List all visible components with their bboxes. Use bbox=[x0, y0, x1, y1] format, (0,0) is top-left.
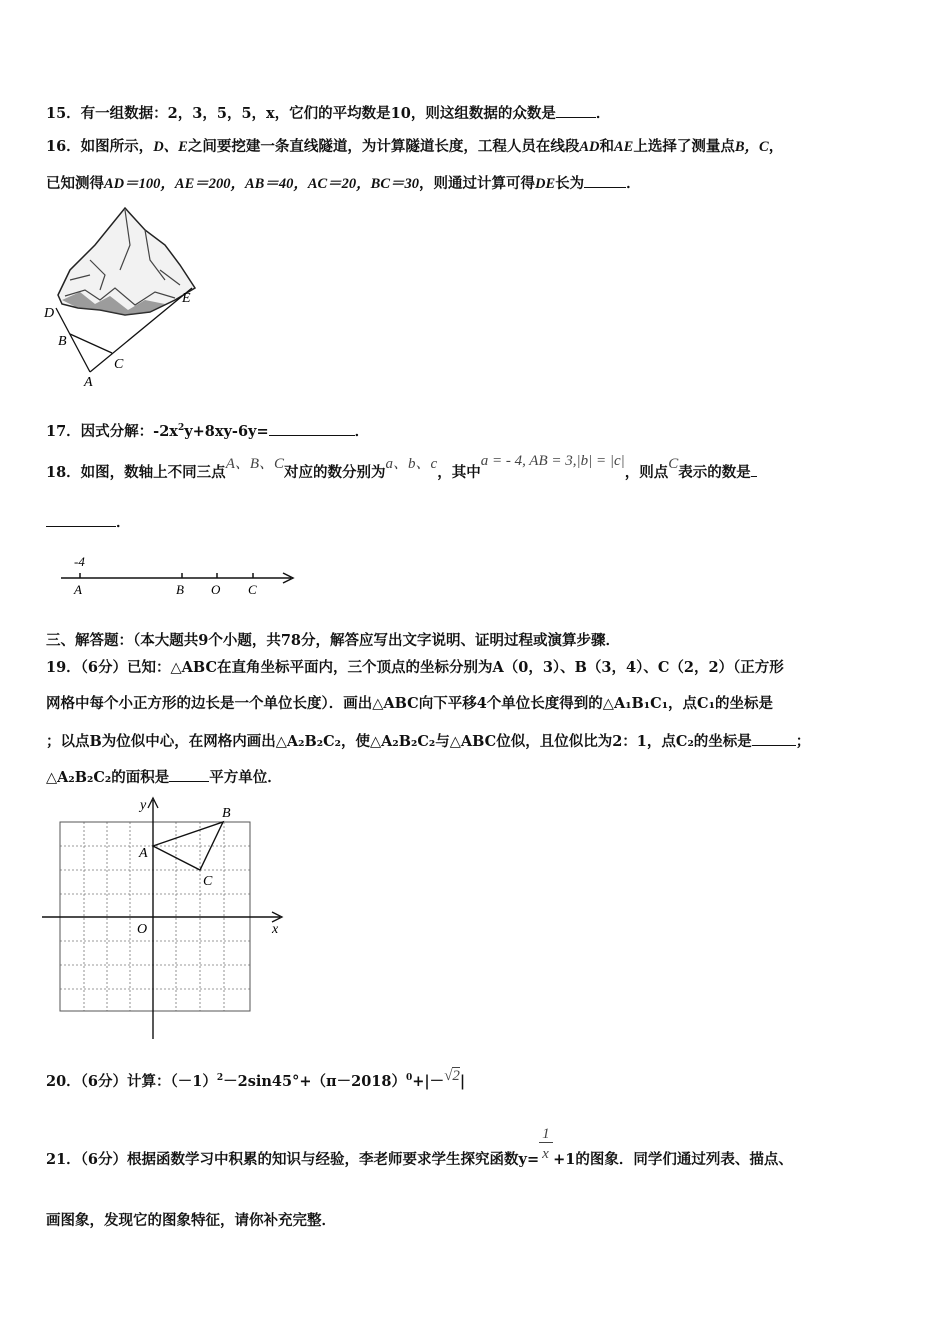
tick-label-minus-4: -4 bbox=[74, 554, 85, 569]
vertex-label-B: B bbox=[222, 806, 231, 821]
question-21-line-2: 画图象，发现它的图象特征，请你补充完整． bbox=[46, 1212, 336, 1229]
axis-label-y: y bbox=[140, 798, 147, 813]
axis-label-x: x bbox=[272, 922, 279, 937]
mountain-tunnel-figure bbox=[40, 200, 210, 390]
question-18-line-2: ． bbox=[46, 512, 131, 533]
answer-blank bbox=[46, 512, 116, 527]
axis-label-A: A bbox=[74, 582, 82, 597]
question-20: 20．（6分）计算：$(-1)^2-2\sin 45^\circ+(\pi-2018)^0+|-√2|$ bbox=[46, 1067, 466, 1090]
axis-label-B: B bbox=[176, 582, 184, 597]
question-19-line-3: ；以点B为位似中心，在网格内画出△A₂B₂C₂，使△A₂B₂C₂与△ABC位似，且位似比为2：1，点C₂的坐标是 ； bbox=[46, 733, 811, 750]
question-16-line-2: 已知测得AD＝100，AE＝200，AB＝40，AC＝20，BC＝30，则通过计算可得DE长为 ． bbox=[46, 175, 641, 192]
vertex-label-C: C bbox=[203, 874, 213, 889]
vertex-label-A: A bbox=[139, 846, 148, 861]
question-18: 18．如图，数轴上不同三点A、B、C对应的数分别为a、b、c，其中a = - 4, AB = 3,|b| = |c|，则点C表示的数是 bbox=[46, 462, 757, 483]
question-19-line-2: 网格中每个小正方形的边长是一个单位长度）．画出△ABC向下平移4个单位长度得到的△A₁B₁C₁，点C₁的坐标是 bbox=[46, 695, 773, 712]
answer-blank bbox=[556, 103, 596, 118]
label-D: D bbox=[44, 306, 55, 321]
origin-label: O bbox=[137, 922, 148, 937]
question-15: 15．有一组数据：2，3，5，5，x，它们的平均数是10，则这组数据的众数是 ． bbox=[46, 105, 611, 122]
number-line-figure bbox=[55, 552, 305, 602]
label-B: B bbox=[58, 334, 67, 349]
label-E: E bbox=[182, 291, 191, 306]
sqrt-symbol: √2 bbox=[444, 1067, 460, 1084]
axis-label-O: O bbox=[211, 582, 221, 597]
answer-blank-start bbox=[751, 462, 757, 477]
question-16-line-1: 16．如图所示，D、E之间要挖建一条直线隧道，为计算隧道长度，工程人员在线段AD和AE上选择了测量点B，C， bbox=[46, 138, 784, 155]
coordinate-grid-figure bbox=[40, 795, 300, 1045]
answer-blank bbox=[169, 767, 209, 782]
label-A: A bbox=[84, 375, 93, 390]
section-3-heading: 三、解答题：（本大题共9个小题，共78分，解答应写出文字说明、证明过程或演算步骤． bbox=[46, 632, 621, 649]
fraction: $\frac{1}{x}$ bbox=[539, 1150, 553, 1170]
axis-label-C: C bbox=[248, 582, 257, 597]
answer-blank bbox=[752, 731, 796, 746]
label-C: C bbox=[114, 357, 124, 372]
question-21-line-1: 21．（6分）根据函数学习中积累的知识与经验，李老师要求学生探究函数y= $\frac{1}{x}$ +1的图象．同学们通过列表、描点、 bbox=[46, 1126, 793, 1168]
answer-blank bbox=[584, 173, 626, 188]
question-19-line-4: △A₂B₂C₂的面积是 平方单位． bbox=[46, 769, 282, 786]
segment-bc bbox=[70, 334, 112, 353]
answer-blank bbox=[269, 421, 355, 436]
question-19-line-1: 19．（6分）已知：△ABC在直角坐标平面内，三个顶点的坐标分别为A（0，3）、B（3，4）、C（2，2）（正方形 bbox=[46, 659, 784, 676]
question-17: 17．因式分解：$-2x^2y+8xy-6y=$ ． bbox=[46, 422, 370, 440]
